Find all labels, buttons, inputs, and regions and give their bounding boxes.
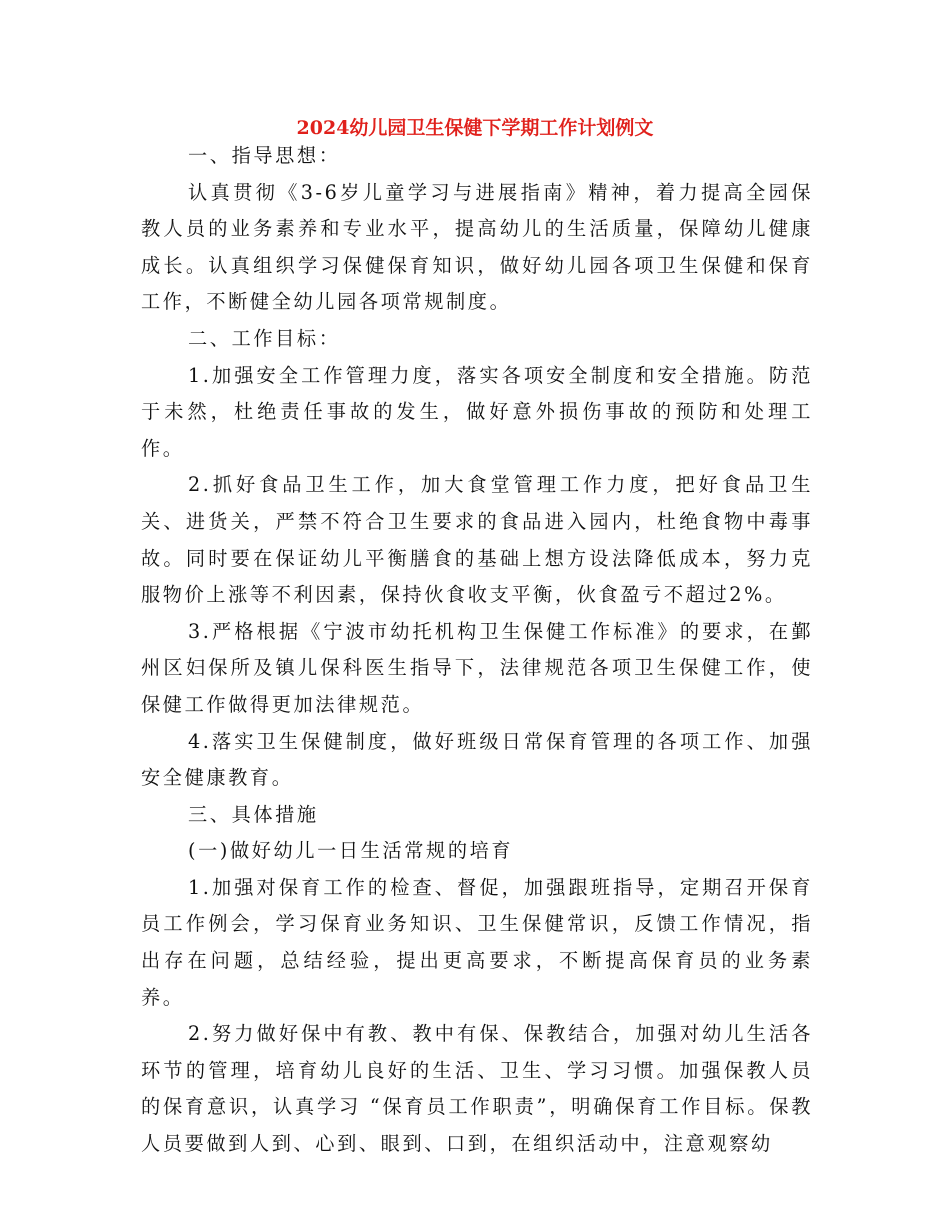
section-heading-work-goals: 二、工作目标： <box>188 326 341 350</box>
section-heading-guiding-ideology: 一、指导思想： <box>188 144 341 167</box>
body-paragraph: 1.加强安全工作管理力度，落实各项安全制度和安全措施。防范于未然，杜绝责任事故的发生，做好意外损伤事故的预防和处理工作。 <box>141 363 813 460</box>
subsection-heading: (一)做好幼儿一日生活常规的培育 <box>188 839 514 863</box>
body-paragraph: 2.努力做好保中有教、教中有保、保教结合，加强对幼儿生活各环节的管理，培育幼儿良好的生活、卫生、学习习惯。加强保教人员的保育意识，认真学习 “保育员工作职责”，明确保育工作目标。保教人员要做到人到、心到、眼到、口到，在组织活动中，注意观察幼 <box>141 1022 813 1156</box>
document-title: 2024幼儿园卫生保健下学期工作计划例文 <box>296 117 654 139</box>
document-body <box>141 138 813 1163</box>
body-paragraph: 3.严格根据《宁波市幼托机构卫生保健工作标准》的要求，在鄞州区妇保所及镇儿保科医生指导下，法律规范各项卫生保健工作，使保健工作做得更加法律规范。 <box>141 619 813 716</box>
section-heading-specific-measures: 三、具体措施 <box>188 802 319 826</box>
body-paragraph: 1.加强对保育工作的检查、督促，加强跟班指导，定期召开保育员工作例会，学习保育业务知识、卫生保健常识，反馈工作情况，指出存在问题，总结经验，提出更高要求，不断提高保育员的业务素养。 <box>141 875 813 1009</box>
body-paragraph: 2.抓好食品卫生工作，加大食堂管理工作力度，把好食品卫生关、进货关，严禁不符合卫生要求的食品进入园内，杜绝食物中毒事故。同时要在保证幼儿平衡膳食的基础上想方设法降低成本，努力克服物价上涨等不利因素，保持伙食收支平衡，伙食盈亏不超过2%。 <box>141 473 813 607</box>
body-paragraph: 认真贯彻《3-6岁儿童学习与进展指南》精神，着力提高全园保教人员的业务素养和专业水平，提高幼儿的生活质量，保障幼儿健康成长。认真组织学习保健保育知识，做好幼儿园各项卫生保健和保育工作，不断健全幼儿园各项常规制度。 <box>141 180 813 314</box>
body-paragraph: 4.落实卫生保健制度，做好班级日常保育管理的各项工作、加强安全健康教育。 <box>141 729 813 790</box>
